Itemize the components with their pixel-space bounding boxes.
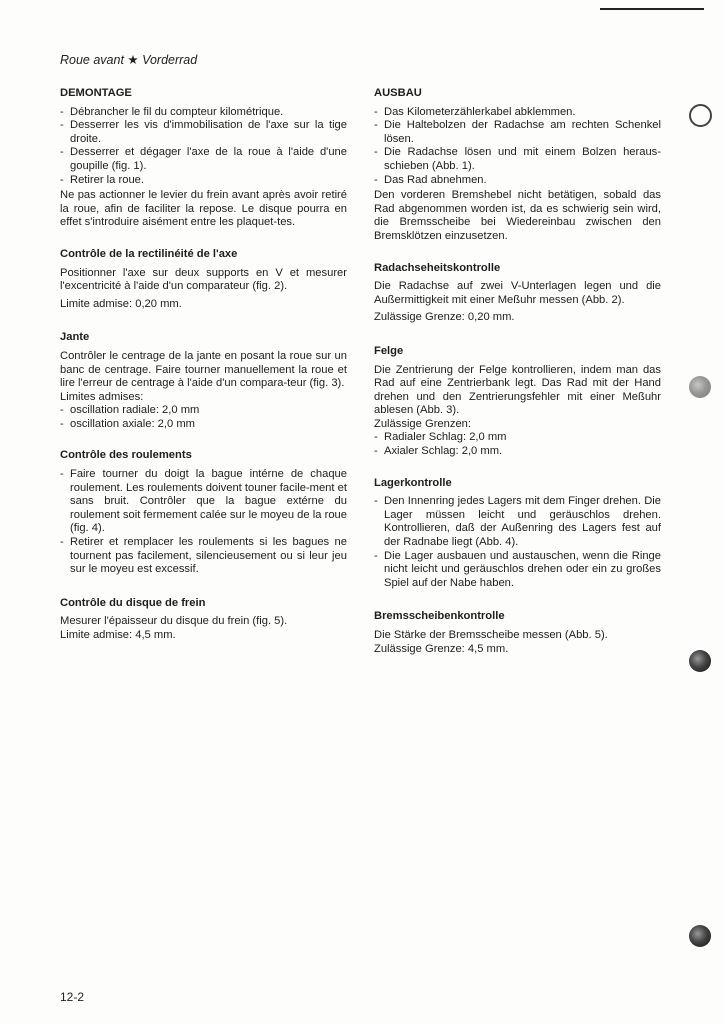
- french-column: [60, 87, 347, 643]
- list-item: - Den Innenring jedes Lagers mit dem Finger drehen. Die Lager müssen leicht und geräuschlos drehen. Kontrollieren, daß der Außenring des Lagers fest auf der Radnabe liegt (Abb. 4).: [374, 495, 661, 549]
- list-item: - Desserrer et dégager l'axe de la roue à l'aide d'une goupille (fig. 1).: [60, 146, 347, 173]
- section-bearings: [60, 449, 347, 576]
- section-heading: DEMONTAGE: [60, 87, 132, 99]
- section-axle-check: [60, 248, 347, 311]
- section-heading: Bremsscheibenkontrolle: [374, 610, 505, 623]
- section-bearings: [374, 477, 661, 591]
- list-item: - Radialer Schlag: 2,0 mm: [374, 431, 661, 445]
- section-text: Mesurer l'épaisseur du disque du frein (fig. 5).: [60, 615, 288, 628]
- limits-title: Limites admises:: [60, 390, 144, 403]
- section-heading: Felge: [374, 344, 404, 357]
- section-demontage: [60, 87, 347, 230]
- list-item: - Das Kilometerzählerkabel abklemmen.: [374, 106, 661, 120]
- list-item: - oscillation radiale: 2,0 mm: [60, 404, 347, 418]
- top-edge-line: [600, 8, 704, 10]
- section-heading: Contrôle du disque de frein: [60, 596, 206, 609]
- section-text: Positionner l'axe sur deux supports en V et mesurer l'excentricité à l'aide d'un comparateur (fig. 2).: [60, 266, 347, 293]
- page-number: 12-2: [60, 990, 85, 1004]
- limits-list: [60, 404, 347, 431]
- section-brake-disc: [60, 597, 347, 643]
- list-item: - Retirer la roue.: [60, 174, 347, 188]
- limits-list: [374, 431, 661, 458]
- list-item: - oscillation axiale: 2,0 mm: [60, 418, 347, 432]
- section-rim: [374, 345, 661, 459]
- section-limit: Zulässige Grenze: 0,20 mm.: [374, 311, 515, 324]
- section-text: Die Zentrierung der Felge kontrollieren, indem man das Rad auf eine Zentrierbank legt. Das Rad mit der Hand drehen und den Zentrierungsfehler mit einer Meßuhr ablesen (Abb. 3).: [374, 363, 661, 417]
- list-item: - Die Haltebolzen der Radachse am rechten Schenkel lösen.: [374, 119, 661, 146]
- section-heading: Contrôle des roulements: [60, 449, 192, 462]
- step-list: [374, 495, 661, 590]
- punch-hole-icon: [689, 650, 711, 672]
- list-item: - Die Radachse lösen und mit einem Bolzen heraus-schieben (Abb. 1).: [374, 146, 661, 173]
- page-header-title: Roue avant ★ Vorderrad: [60, 53, 198, 67]
- section-heading: Lagerkontrolle: [374, 476, 452, 489]
- list-item: - Desserrer les vis d'immobilisation de l'axe sur la tige droite.: [60, 119, 347, 146]
- list-item: - Faire tourner du doigt la bague intérne de chaque roulement. Les roulements doivent touner facile-ment et sans bruit. Contrôler que la bague extérne du roulement soit fermement calée sur le moyeu de la roue (fig. 4).: [60, 468, 347, 536]
- step-list: [60, 106, 347, 188]
- section-text: Die Radachse auf zwei V-Unterlagen legen und die Außermittigkeit mit einer Meßuhr messen (Abb. 2).: [374, 280, 661, 306]
- section-note: Ne pas actionner le levier du frein avant après avoir retiré la roue, afin de faciliter la repose. Le disque pourra en effet s'introduire aisément entre les plaquet-tes.: [60, 189, 347, 229]
- list-item: - Débrancher le fil du compteur kilométrique.: [60, 106, 347, 120]
- section-rim: [60, 331, 347, 431]
- section-limit: Zulässige Grenze: 4,5 mm.: [374, 642, 509, 655]
- section-axle-check: [374, 262, 661, 325]
- section-ausbau: [374, 87, 661, 244]
- section-note: Den vorderen Bremshebel nicht betätigen, sobald das Rad abgenommen worden ist, da es schwierig sein wird, die Bremsscheibe bei Wiedereinbau zwischen den Bremsklötzen einzusetzen.: [374, 189, 661, 242]
- step-list: [374, 106, 661, 188]
- list-item: - Axialer Schlag: 2,0 mm.: [374, 445, 661, 459]
- step-list: [60, 468, 347, 577]
- section-limit: Limite admise: 4,5 mm.: [60, 629, 176, 641]
- section-heading: AUSBAU: [374, 87, 422, 99]
- punch-hole-icon: [689, 376, 711, 398]
- section-heading: Contrôle de la rectilinéité de l'axe: [60, 247, 238, 260]
- section-limit: Limite admise: 0,20 mm.: [60, 297, 182, 310]
- list-item: - Retirer et remplacer les roulements si les bagues ne tournent pas facilement, silencieusement ou si leur jeu sur le moyeu est excessif.: [60, 536, 347, 577]
- limits-title: Zulässige Grenzen:: [374, 417, 472, 430]
- list-item: - Das Rad abnehmen.: [374, 174, 661, 188]
- section-heading: Radachseheitskontrolle: [374, 261, 501, 274]
- section-text: Contrôler le centrage de la jante en posant la roue sur un banc de centrage. Faire tourner manuellement la roue et lire l'erreur de centrage à l'aide d'un compara-teur (fig. 3).: [60, 349, 347, 390]
- section-brake-disc: [374, 610, 661, 656]
- list-item: - Die Lager ausbauen und austauschen, wenn die Ringe nicht leicht und geräuschlos drehen oder ein zu großes Spiel auf der Nabe haben.: [374, 550, 661, 591]
- punch-hole-icon: [689, 925, 711, 947]
- section-text: Die Stärke der Bremsscheibe messen (Abb. 5).: [374, 629, 608, 641]
- punch-hole-icon: [689, 104, 712, 127]
- german-column: [374, 87, 661, 656]
- section-heading: Jante: [60, 331, 90, 344]
